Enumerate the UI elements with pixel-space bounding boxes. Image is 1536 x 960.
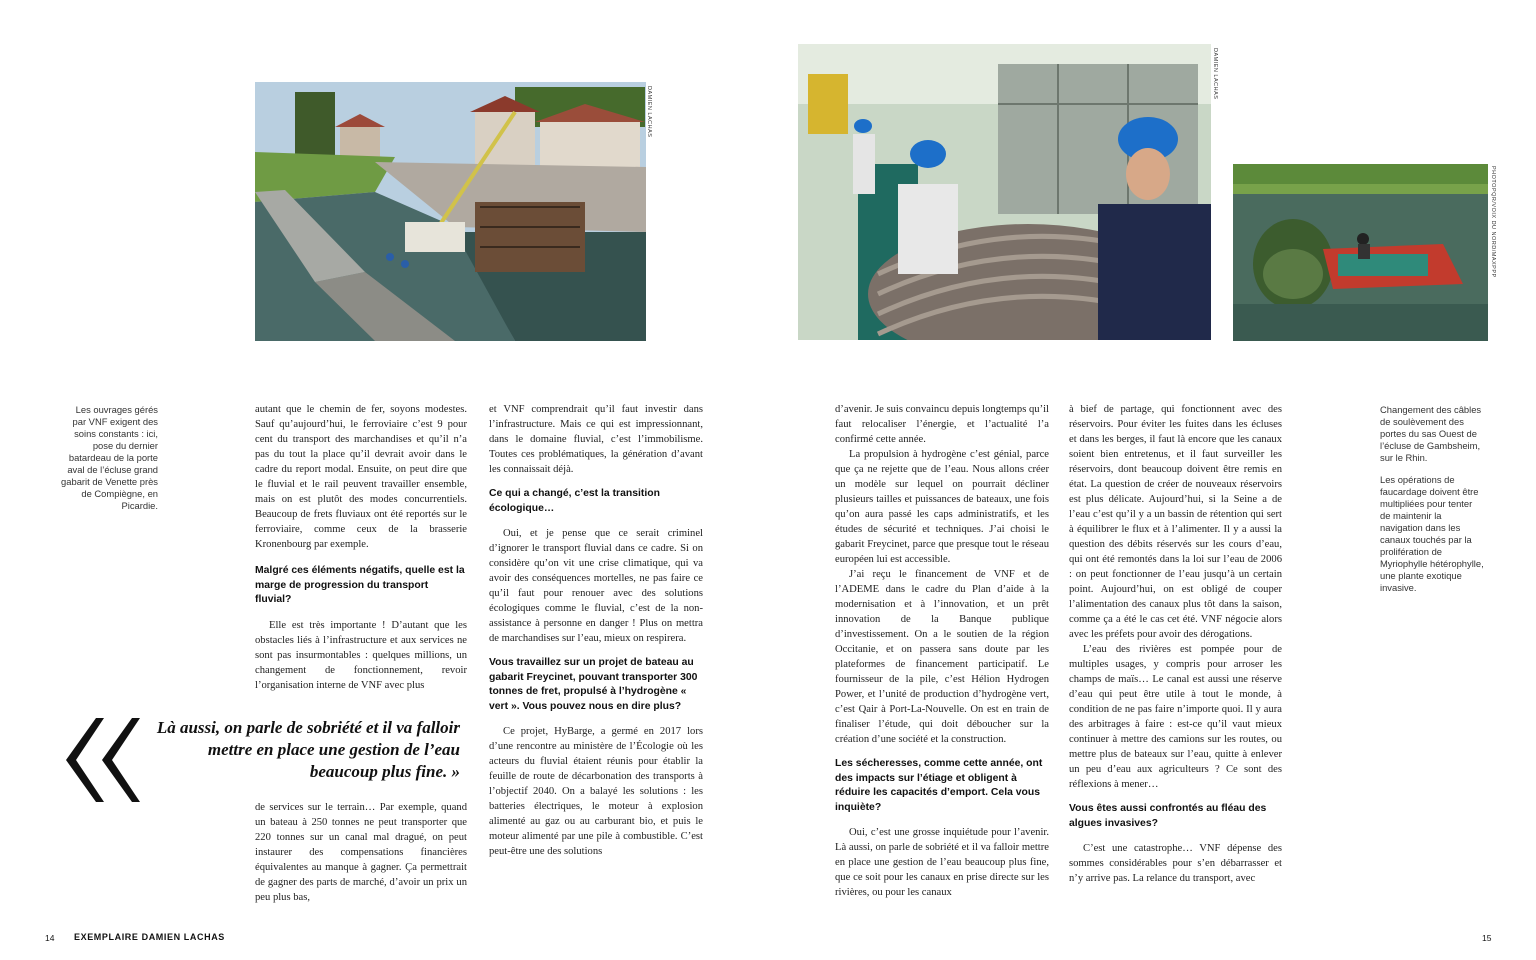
article-column-1-continued bbox=[255, 800, 467, 905]
caption-text: Les ouvrages gérés par VNF exigent des soins constants : ici, pose du dernier batardeau de la porte aval de l’écluse grand gabarit de Venette près de Compiègne, en Picardie. bbox=[61, 404, 158, 511]
paragraph: d’avenir. Je suis convaincu depuis longtemps qu’il faut relocaliser l’énergie, et l’actualité l’a confirmé cette année. bbox=[835, 404, 1049, 445]
pull-quote: Là aussi, on parle de sobriété et il va falloir mettre en place une gestion de l’eau beaucoup plus fine. » bbox=[156, 718, 460, 781]
photo-lock-works bbox=[255, 82, 646, 341]
paragraph: Ce projet, HyBarge, a germé en 2017 lors d’une rencontre au ministère de l’Écologie où les acteurs du fluvial étaient réunis pour établir la feuille de route de décarbonation des transports à l’objectif 2040. On a balayé les solutions : les batteries électriques, le moteur à explosion alimenté au gaz ou au carburant bio, et puis le moteur alimenté par une pile à combustible. C’est peut-être une des solutions bbox=[489, 726, 703, 857]
paragraph: Elle est très importante ! D’autant que les obstacles liés à l’infrastructure et aux services ne sont pas insurmontables : quelques millions, un changement de fonctionnement, revoir l’organisation interne de VNF avec plus bbox=[255, 619, 467, 691]
page-number: 15 bbox=[1482, 933, 1492, 943]
photo-credit: DAMIEN LACHAS bbox=[1212, 48, 1218, 100]
paragraph: et VNF comprendrait qu’il faut investir dans l’infrastructure. Mais ce qui est impressionnant, dans le domaine fluvial, c’est l’immobilisme. Toutes ces problématiques, la génération d’avant les connaissait déjà. bbox=[489, 404, 703, 475]
caption-text: Changement des câbles de soulèvement des portes du sas Ouest de l’écluse de Gambsheim, sur le Rhin. bbox=[1380, 404, 1482, 463]
interview-question: Les sécheresses, comme cette année, ont des impacts sur l’étiage et obligent à réduire les capacités d’emport. Cela vous inquiète? bbox=[835, 758, 1043, 813]
page-number: 14 bbox=[45, 933, 55, 943]
paragraph: La propulsion à hydrogène c’est génial, parce que ça ne rejette que de l’eau. Nous allons créer un modèle sur lequel on pourrait décliner plusieurs tailles et puissances de bateaux, une fois qu’on aura passé les caps administratifs, et les études de sécurité et techniques. J’ai choisi le gabarit Freycinet, parce que presque tout le réseau européen lui est accessible. bbox=[835, 449, 1049, 565]
photo-cable-winch bbox=[798, 44, 1211, 340]
interview-question: Ce qui a changé, c’est la transition écologique… bbox=[489, 488, 660, 514]
paragraph: Oui, et je pense que ce serait criminel d’ignorer le transport fluvial dans ce cadre. Si on considère qu’on vit une crise climatique, qui va avoir des conséquences mortelles, ne pas faire ce qu’il faut pour renouer avec des solutions écologiques comme le fluvial, c’est de la non-assistance à personne en danger ! Plus on mettra de marchandises sur l’eau, mieux on respirera. bbox=[489, 528, 703, 644]
photo-caption bbox=[60, 404, 158, 522]
photo-captions bbox=[1380, 404, 1484, 604]
paragraph: C’est une catastrophe… VNF dépense des sommes considérables pour s’en débarrasser et n’y arrive pas. La relance du transport, avec bbox=[1069, 843, 1282, 884]
interview-question: Vous travaillez sur un projet de bateau au gabarit Freycinet, pouvant transporter 300 tonnes de fret, propulsé à l’hydrogène « vert ». Vous pouvez nous en dire plus? bbox=[489, 657, 698, 712]
caption-text: Les opérations de faucardage doivent être multipliées pour tenter de maintenir la navigation dans les canaux touchés par la prolifération de Myriophylle hétérophylle, une plante exotique invasive. bbox=[1380, 474, 1484, 593]
paragraph: Oui, c’est une grosse inquiétude pour l’avenir. Là aussi, on parle de sobriété et il va falloir mettre en place une gestion de l’eau beaucoup plus fine, que ce soit pour les canaux en prise directe sur les rivières, ou pour les canaux bbox=[835, 827, 1049, 898]
quote-mark-icon bbox=[66, 718, 162, 802]
article-column-1 bbox=[255, 402, 467, 693]
photo-credit: PHOTOPQR/VOIX DU NORD/MAXPPP bbox=[1490, 166, 1496, 278]
article-column-2 bbox=[489, 402, 703, 859]
article-column-3 bbox=[835, 402, 1049, 900]
interview-question: Malgré ces éléments négatifs, quelle est la marge de progression du transport fluvial? bbox=[255, 565, 465, 605]
article-column-4 bbox=[1069, 402, 1282, 886]
paragraph: J’ai reçu le financement de VNF et de l’ADEME dans le cadre du Plan d’aide à la modernisation et à l’innovation, et un prêt innovation de la Banque publique d’investissement. On a le soutien de la région Occitanie, et on passera sans doute par les plateformes de financement participatif. Le fournisseur de la pile, c’est Hélion Hydrogen Power, et l’unité de production d’hydrogène vert, c’est Qair à Port-La-Nouvelle. On est en train de finaliser l’étude, qui doit déboucher sur la création d’une société et la construction. bbox=[835, 569, 1049, 745]
paragraph: à bief de partage, qui fonctionnent avec des réservoirs. Pour éviter les fuites dans les écluses et dans les berges, il faut là encore que les canaux soient bien entretenus, et il faut surveiller les réservoirs, dont beaucoup doivent être remis en état. La question de créer de nouveaux réservoirs est plus délicate. Aujourd’hui, si la Seine a de l’eau c’est qu’il y a un bassin de rétention qui sert à équilibrer le flux et à l’alimenter. Il y a aussi la question des débits réservés sur les cours d’eau, qui ont été remontés dans la loi sur l’eau de 2006 : on peut fonctionner de l’eau jusqu’à un certain point. Aujourd’hui, on est obligé de couper l’alimentation des canaux plus tôt dans la saison, comme ça a été le cas cet été. VNF négocie alors avec les préfets pour avoir des dérogations. bbox=[1069, 404, 1282, 640]
photo-weed-harvester bbox=[1233, 164, 1488, 341]
paragraph: autant que le chemin de fer, soyons modestes. Sauf qu’aujourd’hui, le ferroviaire c’est 9 pour cent du transport des marchandises et qu’il n’a pas du tout la place qu’il devrait avoir dans le cadre du report modal. Ensuite, on peut dire que le fluvial et le rail peuvent travailler ensemble, mais on est plutôt des modes concurrentiels. Beaucoup de frets fluviaux ont été reportés sur le ferroviaire, comme ceux de la brasserie Kronenbourg par exemple. bbox=[255, 404, 467, 550]
paragraph: L’eau des rivières est pompée pour de multiples usages, y compris pour arroser les champs de maïs… Le canal est aussi une réserve d’eau qui peut être utile à tout le monde, à condition de ne pas faire n’importe quoi. Il y aura des arbitrages à faire : est-ce qu’il vaut mieux continuer à mettre des camions sur les routes, ou mettre plus de bateaux sur l’eau, quitte à enlever un peu d’eau aux agriculteurs ? Ce sont des réflexions à mener… bbox=[1069, 644, 1282, 790]
paragraph: de services sur le terrain… Par exemple, quand un bateau à 250 tonnes ne peut transporter que 220 tonnes sur un canal mal dragué, on peut instaurer des compensations financières équivalentes au manque à gagner. Ça permettrait de gagner des parts de marché, d’avoir un prix un peu plus bas, bbox=[255, 802, 467, 903]
running-title: EXEMPLAIRE DAMIEN LACHAS bbox=[74, 932, 225, 942]
interview-question: Vous êtes aussi confrontés au fléau des algues invasives? bbox=[1069, 803, 1267, 829]
photo-credit: DAMIEN LACHAS bbox=[646, 86, 652, 138]
